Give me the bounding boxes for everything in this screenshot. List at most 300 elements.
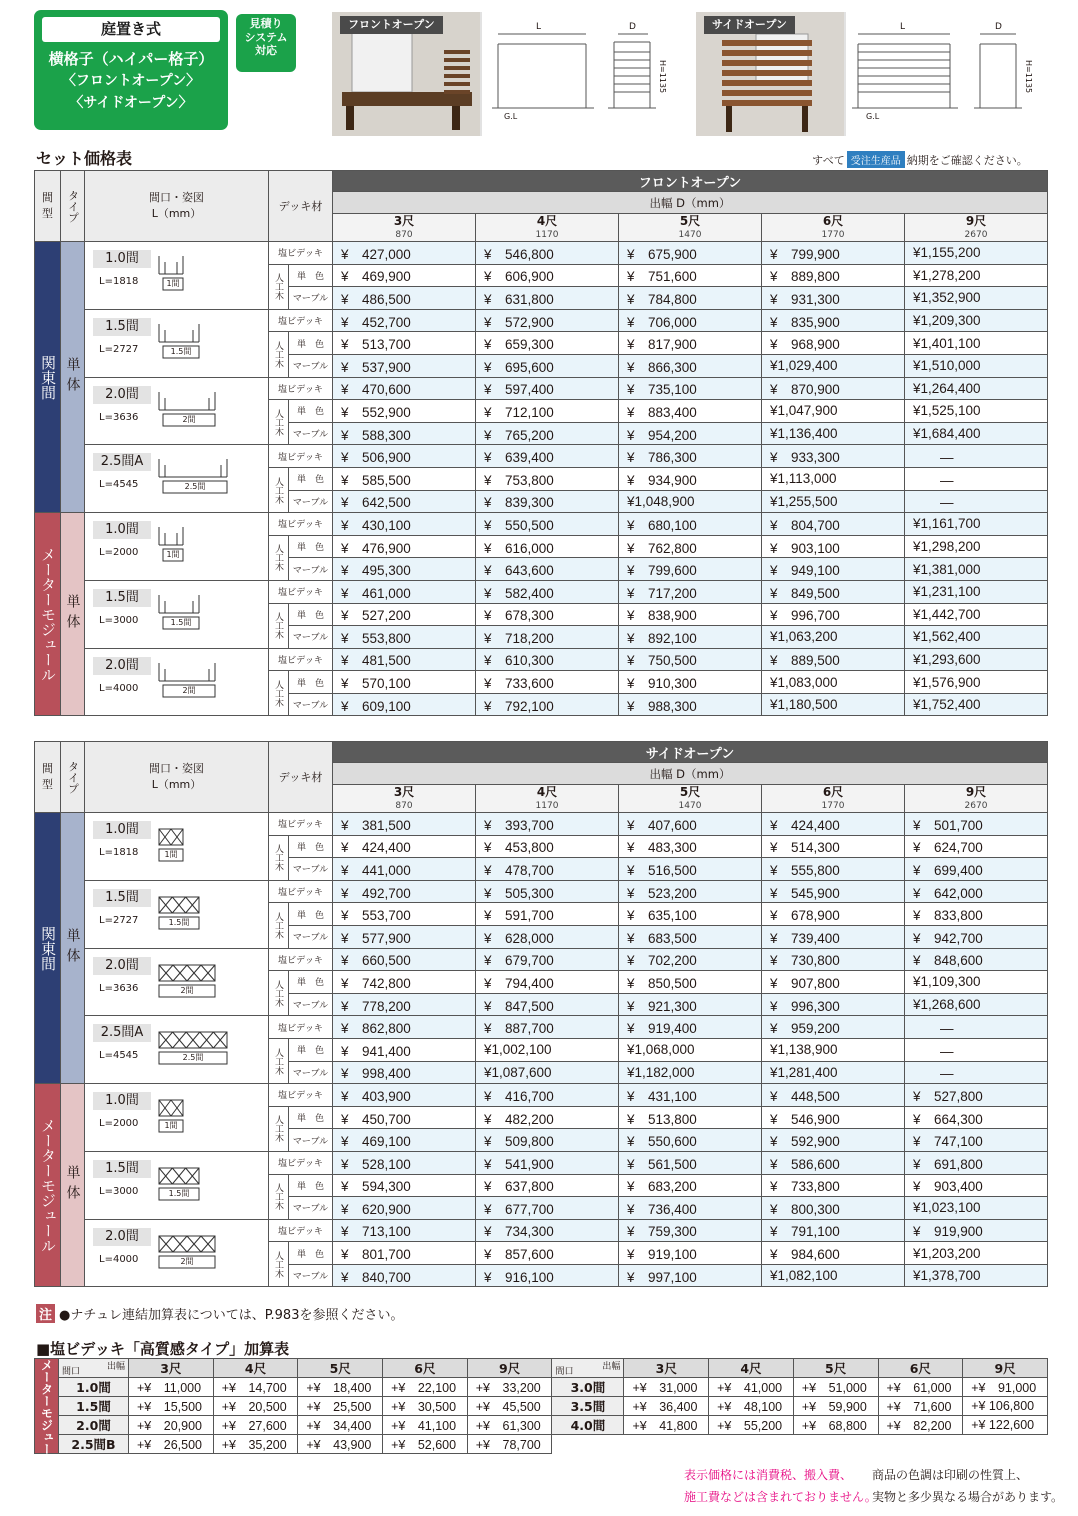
addon-price: +¥ 78,700 bbox=[467, 1435, 552, 1454]
material-pvc: 塩ビデッキ bbox=[269, 1219, 333, 1242]
price-cell: ¥ 552,900 bbox=[333, 400, 476, 423]
size-col-3 bbox=[762, 785, 905, 813]
material-solid: 単 色 bbox=[289, 1038, 333, 1061]
price-cell: ¥ 637,800 bbox=[476, 1174, 619, 1197]
price-cell: ¥1,138,900 bbox=[762, 1038, 905, 1061]
material-marble: マーブル bbox=[289, 287, 333, 310]
price-cell: ¥ 934,900 bbox=[619, 467, 762, 490]
size-col-0 bbox=[333, 785, 476, 813]
price-cell: ¥ 997,100 bbox=[619, 1264, 762, 1287]
price-cell: ¥1,255,500 bbox=[762, 490, 905, 513]
type-label: 単体 bbox=[61, 1084, 85, 1287]
addon-price: +¥ 41,800 bbox=[624, 1416, 709, 1435]
price-cell: ¥ 516,500 bbox=[619, 858, 762, 881]
price-cell: ¥ 996,700 bbox=[762, 603, 905, 626]
size-length: L=4000 bbox=[99, 682, 139, 694]
price-cell: ¥ 606,900 bbox=[476, 264, 619, 287]
price-cell: ¥ 553,800 bbox=[333, 626, 476, 649]
price-cell: ¥ 664,300 bbox=[905, 1106, 1048, 1129]
size-label: 2.5間A bbox=[93, 453, 151, 471]
price-cell: ¥ 452,700 bbox=[333, 309, 476, 332]
price-cell: ¥ 742,800 bbox=[333, 971, 476, 994]
material-pvc: 塩ビデッキ bbox=[269, 813, 333, 836]
price-cell: ― bbox=[905, 1038, 1048, 1061]
price-cell: ¥ 492,700 bbox=[333, 880, 476, 903]
price-cell: ¥ 679,700 bbox=[476, 948, 619, 971]
price-cell: ¥1,576,900 bbox=[905, 671, 1048, 694]
price-cell: ¥ 453,800 bbox=[476, 835, 619, 858]
price-cell: ¥ 527,800 bbox=[905, 1084, 1048, 1107]
front-open-panel bbox=[332, 12, 682, 136]
size-mm: 1170 bbox=[535, 800, 559, 811]
estimate-system-badge bbox=[236, 14, 296, 72]
price-cell: ¥ 903,100 bbox=[762, 535, 905, 558]
price-cell: ¥ 486,500 bbox=[333, 287, 476, 310]
price-cell: ¥ 847,500 bbox=[476, 993, 619, 1016]
type-label: 単体 bbox=[61, 813, 85, 1084]
material-marble: マーブル bbox=[289, 1129, 333, 1152]
material-marble: マーブル bbox=[289, 354, 333, 377]
price-cell: ¥ 889,500 bbox=[762, 648, 905, 671]
estimate-line-2: システム bbox=[244, 30, 288, 44]
material-pvc: 塩ビデッキ bbox=[269, 880, 333, 903]
price-cell: ¥ 588,300 bbox=[333, 422, 476, 445]
price-cell: ¥ 448,500 bbox=[762, 1084, 905, 1107]
price-cell: ¥ 609,100 bbox=[333, 693, 476, 716]
price-cell: ¥ 921,300 bbox=[619, 993, 762, 1016]
corner-bottom: 間口 bbox=[555, 1367, 574, 1377]
span-label: 2間 bbox=[182, 685, 196, 695]
artificial-wood-label: 人工木 bbox=[269, 535, 289, 580]
note-suffix: 納期をご確認ください。 bbox=[906, 154, 1028, 167]
type-label: 単体 bbox=[61, 242, 85, 513]
price-cell: ¥ 561,500 bbox=[619, 1151, 762, 1174]
price-cell: ¥ 620,900 bbox=[333, 1197, 476, 1220]
price-cell: ¥1,029,400 bbox=[762, 354, 905, 377]
material-pvc: 塩ビデッキ bbox=[269, 1016, 333, 1039]
size-col-1 bbox=[476, 214, 619, 242]
col-ma: 間 型 bbox=[35, 171, 61, 242]
tax-note bbox=[684, 1464, 877, 1508]
size-cell bbox=[85, 580, 269, 648]
price-cell: ¥ 461,000 bbox=[333, 580, 476, 603]
price-cell: ¥ 870,900 bbox=[762, 377, 905, 400]
price-cell: ¥ 699,400 bbox=[905, 858, 1048, 881]
artificial-wood-label: 人工木 bbox=[269, 603, 289, 648]
price-cell: ¥ 639,400 bbox=[476, 445, 619, 468]
addon-price: +¥ 35,200 bbox=[213, 1435, 298, 1454]
frame-diagram bbox=[155, 1096, 265, 1136]
price-cell: ¥ 659,300 bbox=[476, 332, 619, 355]
price-cell: ¥ 441,000 bbox=[333, 858, 476, 881]
price-cell: ¥ 849,500 bbox=[762, 580, 905, 603]
price-cell: ¥ 747,100 bbox=[905, 1129, 1048, 1152]
span-label: 2.5間 bbox=[184, 482, 206, 492]
size-length: L=1818 bbox=[99, 276, 139, 287]
price-cell: ¥ 527,200 bbox=[333, 603, 476, 626]
addon-table-title: ■塩ビデッキ「高質感タイプ」加算表 bbox=[36, 1340, 290, 1358]
price-cell: ¥1,023,100 bbox=[905, 1197, 1048, 1220]
span-label: 1間 bbox=[164, 850, 178, 859]
price-cell: ¥ 469,100 bbox=[333, 1129, 476, 1152]
frame-diagram bbox=[155, 661, 265, 701]
price-cell: ¥ 717,200 bbox=[619, 580, 762, 603]
size-label: 1.0間 bbox=[93, 1092, 151, 1110]
price-cell: ¥ 642,500 bbox=[333, 490, 476, 513]
price-cell: ¥ 424,400 bbox=[762, 813, 905, 836]
price-cell: ¥ 959,200 bbox=[762, 1016, 905, 1039]
addon-row-label: 3.0間 bbox=[552, 1378, 624, 1397]
price-cell: ¥ 804,700 bbox=[762, 513, 905, 536]
price-cell: ¥ 941,400 bbox=[333, 1038, 476, 1061]
price-cell: ¥ 817,900 bbox=[619, 332, 762, 355]
size-label: 2.0間 bbox=[93, 1228, 151, 1246]
price-cell: ¥ 751,600 bbox=[619, 264, 762, 287]
price-cell: ¥1,281,400 bbox=[762, 1061, 905, 1084]
side-dim-l: L bbox=[900, 22, 906, 32]
size-col-4 bbox=[905, 214, 1048, 242]
price-cell: ¥ 791,100 bbox=[762, 1219, 905, 1242]
addon-price: +¥ 43,900 bbox=[298, 1435, 383, 1454]
side-dim-h: H=1135 bbox=[1024, 60, 1033, 94]
price-cell: ¥ 546,800 bbox=[476, 242, 619, 265]
material-solid: 単 色 bbox=[289, 535, 333, 558]
section-title: セット価格表 bbox=[36, 149, 133, 168]
price-cell: ¥ 509,800 bbox=[476, 1129, 619, 1152]
price-cell: ¥ 631,800 bbox=[476, 287, 619, 310]
frame-diagram bbox=[155, 893, 265, 933]
addon-price: +¥ 15,500 bbox=[129, 1397, 214, 1416]
price-cell: ¥ 903,400 bbox=[905, 1174, 1048, 1197]
price-cell: ¥ 839,300 bbox=[476, 490, 619, 513]
size-length: L=1818 bbox=[99, 847, 139, 858]
price-cell: ¥ 784,800 bbox=[619, 287, 762, 310]
side-open-table bbox=[34, 741, 1048, 1287]
addon-size-header: 5尺 bbox=[298, 1359, 383, 1378]
addon-price: +¥ 55,200 bbox=[709, 1416, 794, 1435]
addon-price: +¥ 59,900 bbox=[793, 1397, 878, 1416]
span-label: 1.5間 bbox=[168, 917, 190, 927]
frame-diagram bbox=[155, 1164, 265, 1204]
material-pvc: 塩ビデッキ bbox=[269, 948, 333, 971]
material-marble: マーブル bbox=[289, 993, 333, 1016]
price-cell: ¥1,231,100 bbox=[905, 580, 1048, 603]
delivery-note bbox=[812, 151, 1028, 168]
artificial-wood-label: 人工木 bbox=[269, 264, 289, 309]
size-length: L=3000 bbox=[99, 1185, 139, 1197]
price-cell: ¥ 892,100 bbox=[619, 626, 762, 649]
price-cell: ¥1,180,500 bbox=[762, 693, 905, 716]
price-cell: ¥ 586,600 bbox=[762, 1151, 905, 1174]
price-cell: ¥ 550,600 bbox=[619, 1129, 762, 1152]
price-cell: ¥ 677,700 bbox=[476, 1197, 619, 1220]
size-mm: 1770 bbox=[821, 229, 845, 240]
span-label: 1.5間 bbox=[168, 1188, 190, 1198]
region-label: メーターモジュール bbox=[35, 1084, 61, 1287]
addon-price: +¥ 41,000 bbox=[709, 1378, 794, 1397]
size-shaku: 9尺 bbox=[965, 213, 987, 228]
material-solid: 単 色 bbox=[289, 1174, 333, 1197]
material-pvc: 塩ビデッキ bbox=[269, 1151, 333, 1174]
price-cell: ¥ 495,300 bbox=[333, 558, 476, 581]
price-cell: ¥ 996,300 bbox=[762, 993, 905, 1016]
addon-price: +¥ 22,100 bbox=[383, 1378, 468, 1397]
size-shaku: 4尺 bbox=[536, 784, 558, 799]
price-cell: ¥1,264,400 bbox=[905, 377, 1048, 400]
price-cell: ¥ 546,900 bbox=[762, 1106, 905, 1129]
addon-corner-right bbox=[552, 1359, 624, 1378]
price-cell: ¥ 550,500 bbox=[476, 513, 619, 536]
size-mm: 2670 bbox=[964, 800, 988, 811]
size-cell bbox=[85, 813, 269, 881]
size-length: L=4545 bbox=[99, 479, 139, 491]
tax-note-line-1: 表示価格には消費税、搬入費、 bbox=[684, 1468, 853, 1482]
size-cell bbox=[85, 309, 269, 377]
depth-header: 出幅 D（mm） bbox=[333, 763, 1048, 785]
price-cell: ¥ 762,800 bbox=[619, 535, 762, 558]
variant-side: 〈サイドオープン〉 bbox=[69, 95, 193, 111]
size-shaku: 5尺 bbox=[679, 784, 701, 799]
price-cell: ¥1,155,200 bbox=[905, 242, 1048, 265]
price-cell: ¥ 431,100 bbox=[619, 1084, 762, 1107]
price-cell: ¥ 866,300 bbox=[619, 354, 762, 377]
front-dim-l: L bbox=[536, 22, 542, 32]
addon-price: +¥ 71,600 bbox=[878, 1397, 963, 1416]
price-cell: ¥ 680,100 bbox=[619, 513, 762, 536]
size-cell bbox=[85, 1151, 269, 1219]
size-shaku: 5尺 bbox=[679, 213, 701, 228]
size-label: 1.5間 bbox=[93, 318, 151, 336]
size-length: L=2000 bbox=[99, 547, 139, 559]
corner-top: 出幅 bbox=[106, 1362, 125, 1372]
span-label: 1.5間 bbox=[170, 617, 192, 627]
price-cell: ¥ 998,400 bbox=[333, 1061, 476, 1084]
price-cell: ¥1,401,100 bbox=[905, 332, 1048, 355]
price-cell: ¥ 545,900 bbox=[762, 880, 905, 903]
region-label: 関東間 bbox=[35, 242, 61, 513]
price-cell: ¥ 635,100 bbox=[619, 903, 762, 926]
addon-price: +¥ 122,600 bbox=[963, 1416, 1048, 1435]
price-cell: ¥ 765,200 bbox=[476, 422, 619, 445]
artificial-wood-label: 人工木 bbox=[269, 971, 289, 1016]
col-type: タイプ bbox=[61, 171, 85, 242]
addon-price: +¥ 33,200 bbox=[467, 1378, 552, 1397]
price-cell: ¥ 739,400 bbox=[762, 925, 905, 948]
frame-diagram bbox=[155, 457, 265, 497]
addon-row-label: 2.5間B bbox=[59, 1435, 129, 1454]
size-label: 1.0間 bbox=[93, 250, 151, 268]
price-cell: ¥1,684,400 bbox=[905, 422, 1048, 445]
price-cell: ¥1,048,900 bbox=[619, 490, 762, 513]
material-solid: 単 色 bbox=[289, 400, 333, 423]
addon-price: +¥ 14,700 bbox=[213, 1378, 298, 1397]
material-solid: 単 色 bbox=[289, 264, 333, 287]
price-cell: ¥ 916,100 bbox=[476, 1264, 619, 1287]
addon-price: +¥ 34,400 bbox=[298, 1416, 383, 1435]
price-cell: ¥ 582,400 bbox=[476, 580, 619, 603]
price-cell: ¥1,298,200 bbox=[905, 535, 1048, 558]
artificial-wood-label: 人工木 bbox=[269, 332, 289, 377]
price-cell: ¥ 678,300 bbox=[476, 603, 619, 626]
material-pvc: 塩ビデッキ bbox=[269, 242, 333, 265]
addon-price: +¥ 20,500 bbox=[213, 1397, 298, 1416]
price-cell: ¥ 786,300 bbox=[619, 445, 762, 468]
price-cell: ¥ 840,700 bbox=[333, 1264, 476, 1287]
size-mm: 2670 bbox=[964, 229, 988, 240]
price-cell: ¥ 424,400 bbox=[333, 835, 476, 858]
price-cell: ¥1,068,000 bbox=[619, 1038, 762, 1061]
span-label: 2間 bbox=[182, 414, 196, 424]
price-cell: ¥ 505,300 bbox=[476, 880, 619, 903]
price-cell: ¥ 476,900 bbox=[333, 535, 476, 558]
addon-price: +¥ 20,900 bbox=[129, 1416, 214, 1435]
size-length: L=3636 bbox=[99, 982, 139, 994]
size-cell bbox=[85, 648, 269, 716]
price-cell: ¥ 695,600 bbox=[476, 354, 619, 377]
price-cell: ¥ 949,100 bbox=[762, 558, 905, 581]
price-cell: ¥ 427,000 bbox=[333, 242, 476, 265]
note-text: ●ナチュレ連結加算表については、P.983を参照ください。 bbox=[59, 1308, 404, 1323]
price-cell: ¥1,136,400 bbox=[762, 422, 905, 445]
price-cell: ¥1,002,100 bbox=[476, 1038, 619, 1061]
material-marble: マーブル bbox=[289, 925, 333, 948]
price-cell: ¥ 794,400 bbox=[476, 971, 619, 994]
price-cell: ¥ 553,700 bbox=[333, 903, 476, 926]
col-deck: デッキ材 bbox=[269, 742, 333, 813]
size-mm: 1470 bbox=[678, 229, 702, 240]
addon-size-header: 9尺 bbox=[963, 1359, 1048, 1378]
addon-region: メーターモジュール bbox=[35, 1359, 59, 1454]
price-cell: ¥1,381,000 bbox=[905, 558, 1048, 581]
frame-diagram bbox=[155, 525, 265, 565]
price-cell: ¥ 833,800 bbox=[905, 903, 1048, 926]
size-length: L=2727 bbox=[99, 914, 139, 926]
addon-price: +¥ 41,100 bbox=[383, 1416, 468, 1435]
frame-diagram bbox=[155, 254, 265, 294]
price-cell: ¥ 483,300 bbox=[619, 835, 762, 858]
addon-price: +¥ 45,500 bbox=[467, 1397, 552, 1416]
addon-empty bbox=[552, 1435, 1048, 1454]
addon-size-header: 3尺 bbox=[129, 1359, 214, 1378]
price-cell: ¥ 572,900 bbox=[476, 309, 619, 332]
price-cell: ¥ 887,700 bbox=[476, 1016, 619, 1039]
price-cell: ¥ 430,100 bbox=[333, 513, 476, 536]
price-cell: ¥ 501,700 bbox=[905, 813, 1048, 836]
price-cell: ¥1,525,100 bbox=[905, 400, 1048, 423]
price-cell: ¥ 591,700 bbox=[476, 903, 619, 926]
frame-diagram bbox=[155, 1028, 265, 1068]
tax-note-line-2: 施工費などは含まれておりません。 bbox=[684, 1490, 877, 1504]
price-cell: ¥ 801,700 bbox=[333, 1242, 476, 1265]
span-label: 1.5間 bbox=[170, 346, 192, 356]
addon-size-header: 3尺 bbox=[624, 1359, 709, 1378]
size-cell bbox=[85, 1219, 269, 1287]
material-pvc: 塩ビデッキ bbox=[269, 580, 333, 603]
price-cell: ¥ 733,800 bbox=[762, 1174, 905, 1197]
price-cell: ¥ 862,800 bbox=[333, 1016, 476, 1039]
estimate-line-3: 対応 bbox=[255, 44, 277, 57]
size-label: 2.0間 bbox=[93, 657, 151, 675]
price-cell: ¥ 675,900 bbox=[619, 242, 762, 265]
price-cell: ¥ 799,900 bbox=[762, 242, 905, 265]
price-cell: ¥1,182,000 bbox=[619, 1061, 762, 1084]
frame-diagram bbox=[155, 825, 265, 865]
price-cell: ¥ 850,500 bbox=[619, 971, 762, 994]
price-cell: ¥ 718,200 bbox=[476, 626, 619, 649]
price-cell: ¥ 799,600 bbox=[619, 558, 762, 581]
material-solid: 単 色 bbox=[289, 332, 333, 355]
side-open-panel bbox=[696, 12, 1046, 136]
col-deck: デッキ材 bbox=[269, 171, 333, 242]
price-cell: ¥1,209,300 bbox=[905, 309, 1048, 332]
size-cell bbox=[85, 1016, 269, 1084]
size-mm: 870 bbox=[395, 800, 413, 811]
price-cell: ¥ 660,500 bbox=[333, 948, 476, 971]
price-cell: ¥1,087,600 bbox=[476, 1061, 619, 1084]
size-length: L=2000 bbox=[99, 1118, 139, 1130]
addon-corner-left bbox=[59, 1359, 129, 1378]
material-marble: マーブル bbox=[289, 693, 333, 716]
front-dim-gl: G.L bbox=[504, 112, 518, 121]
price-cell: ― bbox=[905, 1061, 1048, 1084]
price-cell: ¥ 470,600 bbox=[333, 377, 476, 400]
material-marble: マーブル bbox=[289, 626, 333, 649]
color-note bbox=[872, 1464, 1063, 1508]
size-mm: 870 bbox=[395, 229, 413, 240]
span-label: 1間 bbox=[166, 279, 180, 288]
addon-price: +¥ 82,200 bbox=[878, 1416, 963, 1435]
span-label: 2間 bbox=[180, 1256, 194, 1266]
size-length: L=3000 bbox=[99, 614, 139, 626]
material-solid: 単 色 bbox=[289, 835, 333, 858]
variant-front: 〈フロントオープン〉 bbox=[61, 73, 201, 89]
size-label: 2.0間 bbox=[93, 957, 151, 975]
size-col-3 bbox=[762, 214, 905, 242]
artificial-wood-label: 人工木 bbox=[269, 1242, 289, 1287]
addon-price: +¥ 27,600 bbox=[213, 1416, 298, 1435]
size-label: 2.5間A bbox=[93, 1024, 151, 1042]
col-ma: 間 型 bbox=[35, 742, 61, 813]
addon-size-header: 4尺 bbox=[709, 1359, 794, 1378]
price-cell: ¥ 577,900 bbox=[333, 925, 476, 948]
addon-price: +¥ 61,000 bbox=[878, 1378, 963, 1397]
size-shaku: 6尺 bbox=[822, 213, 844, 228]
price-cell: ¥1,562,400 bbox=[905, 626, 1048, 649]
addon-table bbox=[34, 1358, 1048, 1467]
material-pvc: 塩ビデッキ bbox=[269, 648, 333, 671]
price-cell: ¥1,082,100 bbox=[762, 1264, 905, 1287]
artificial-wood-label: 人工木 bbox=[269, 835, 289, 880]
material-marble: マーブル bbox=[289, 1061, 333, 1084]
price-cell: ¥ 416,700 bbox=[476, 1084, 619, 1107]
price-cell: ¥ 537,900 bbox=[333, 354, 476, 377]
material-marble: マーブル bbox=[289, 558, 333, 581]
price-cell: ¥ 733,600 bbox=[476, 671, 619, 694]
region-label: 関東間 bbox=[35, 813, 61, 1084]
addon-price: +¥ 11,000 bbox=[129, 1378, 214, 1397]
price-cell: ¥ 835,900 bbox=[762, 309, 905, 332]
col-maguchi: 間口・姿図 L（mm） bbox=[85, 171, 269, 242]
size-col-0 bbox=[333, 214, 476, 242]
addon-price: +¥ 51,000 bbox=[793, 1378, 878, 1397]
price-cell: ¥ 481,500 bbox=[333, 648, 476, 671]
color-note-line-2: 実物と多少異なる場合があります。 bbox=[872, 1490, 1064, 1504]
size-label: 1.0間 bbox=[93, 821, 151, 839]
type-label: 単体 bbox=[61, 513, 85, 716]
material-marble: マーブル bbox=[289, 490, 333, 513]
size-length: L=4545 bbox=[99, 1050, 139, 1062]
artificial-wood-label: 人工木 bbox=[269, 903, 289, 948]
